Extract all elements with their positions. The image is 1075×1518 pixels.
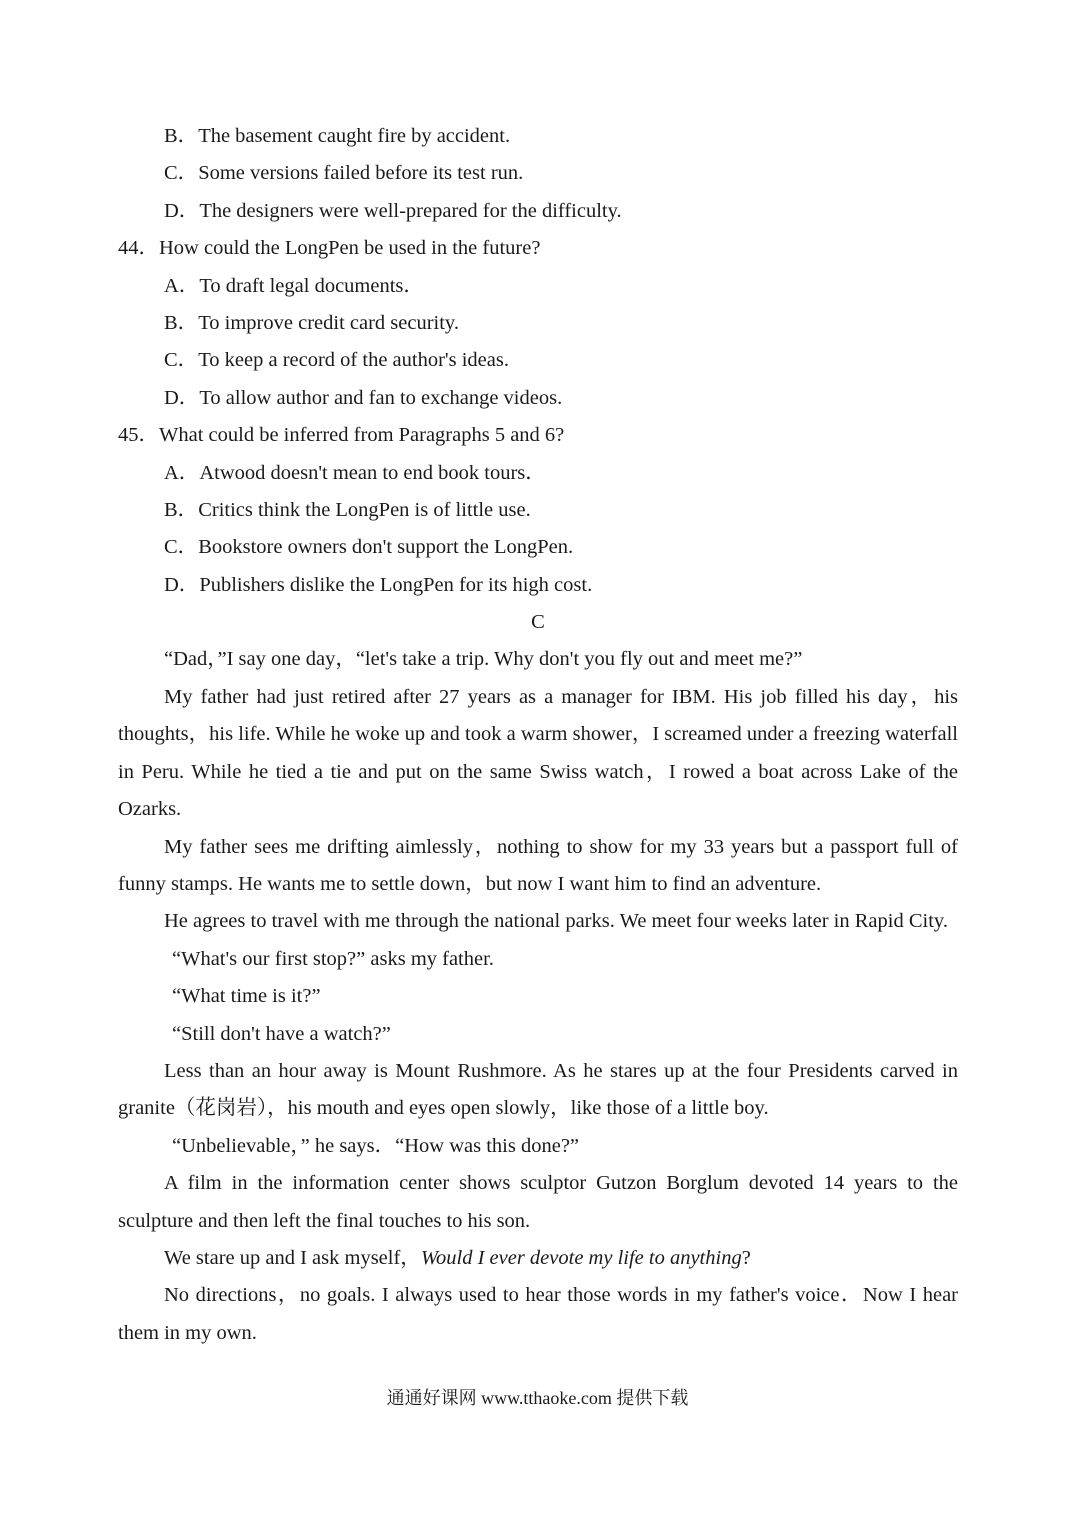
option-letter: C． bbox=[164, 162, 199, 185]
q45-option-d bbox=[118, 567, 958, 604]
option-text: Some versions failed before its test run. bbox=[198, 162, 524, 185]
passage-paragraph: A film in the information center shows sculptor Gutzon Borglum devoted 14 years to the sculpture and then left the final touches to his son. bbox=[118, 1172, 958, 1232]
option-letter: A． bbox=[164, 461, 200, 484]
option-text: To keep a record of the author's ideas. bbox=[198, 349, 509, 372]
passage-paragraph: “Still don't have a watch?” bbox=[172, 1022, 391, 1045]
passage-paragraph-devote bbox=[118, 1240, 958, 1277]
option-text: To improve credit card security. bbox=[198, 311, 459, 334]
option-text: Critics think the LongPen is of little use. bbox=[198, 498, 531, 521]
devote-suffix: ? bbox=[741, 1246, 751, 1269]
option-letter: B． bbox=[164, 498, 199, 521]
option-letter: D． bbox=[164, 386, 200, 409]
option-letter: A． bbox=[164, 274, 200, 297]
option-letter: C． bbox=[164, 536, 199, 559]
option-letter: B． bbox=[164, 311, 199, 334]
option-text: Atwood doesn't mean to end book tours． bbox=[199, 461, 546, 484]
passage-paragraph: “Dad，”I say one day，“let's take a trip. Why don't you fly out and meet me?” bbox=[164, 648, 803, 671]
question-number: 44． bbox=[118, 237, 159, 260]
q44-option-c bbox=[118, 342, 958, 379]
option-letter: D． bbox=[164, 199, 200, 222]
q44-option-b bbox=[118, 305, 958, 342]
devote-italic-question: Would I ever devote my life to anything bbox=[420, 1246, 742, 1269]
passage-paragraph: He agrees to travel with me through the national parks. We meet four weeks later in Rapid City. bbox=[164, 910, 948, 933]
q44-option-a bbox=[118, 268, 958, 305]
option-text: To draft legal documents． bbox=[199, 274, 424, 297]
q43-option-d bbox=[118, 193, 958, 230]
passage-paragraph: “What time is it?” bbox=[172, 985, 321, 1008]
q43-option-b bbox=[118, 118, 958, 155]
option-letter: C． bbox=[164, 349, 199, 372]
q44-stem bbox=[118, 230, 958, 267]
q45-option-b bbox=[118, 492, 958, 529]
passage-paragraph: “What's our first stop?” asks my father. bbox=[172, 947, 494, 970]
document-page bbox=[118, 118, 958, 1352]
passage-paragraph: “Unbelievable，” he says．“How was this done?” bbox=[172, 1134, 580, 1157]
question-number: 45． bbox=[118, 424, 159, 447]
q45-option-c bbox=[118, 529, 958, 566]
q45-stem bbox=[118, 417, 958, 454]
page-footer: 通通好课网 www.tthaoke.com 提供下载 bbox=[386, 1388, 689, 1408]
section-heading-c: C bbox=[531, 611, 545, 634]
devote-prefix: We stare up and I ask myself， bbox=[164, 1246, 421, 1269]
passage-paragraph: No directions，no goals. I always used to hear those words in my father's voice．Now I hear them in my own. bbox=[118, 1284, 958, 1344]
option-text: Bookstore owners don't support the LongPen. bbox=[198, 536, 574, 559]
passage-paragraph: My father had just retired after 27 years as a manager for IBM. His job filled his day，his thoughts，his life. While he woke up and took a warm shower，I screamed under a freezing waterfall in Peru. While he tied a tie and put on the same Swiss watch，I rowed a boat across Lake of the Ozarks. bbox=[118, 685, 958, 821]
option-text: The basement caught fire by accident. bbox=[198, 125, 511, 147]
q44-option-d bbox=[118, 380, 958, 417]
passage-paragraph: My father sees me drifting aimlessly，nothing to show for my 33 years but a passport full of funny stamps. He wants me to settle down，but now I want him to find an adventure. bbox=[118, 835, 958, 895]
passage-paragraph: Less than an hour away is Mount Rushmore. As he stares up at the four Presidents carved in granite（花岗岩），his mouth and eyes open slowly，like those of a little boy. bbox=[118, 1059, 958, 1120]
option-letter: B． bbox=[164, 125, 199, 147]
option-text: To allow author and fan to exchange videos. bbox=[199, 386, 563, 409]
q43-option-c bbox=[118, 155, 958, 192]
question-text: How could the LongPen be used in the future? bbox=[159, 237, 541, 260]
option-letter: D． bbox=[164, 573, 200, 596]
option-text: The designers were well-prepared for the difficulty. bbox=[199, 199, 622, 222]
q45-option-a bbox=[118, 455, 958, 492]
question-text: What could be inferred from Paragraphs 5 and 6? bbox=[159, 424, 565, 447]
option-text: Publishers dislike the LongPen for its high cost. bbox=[199, 573, 593, 596]
